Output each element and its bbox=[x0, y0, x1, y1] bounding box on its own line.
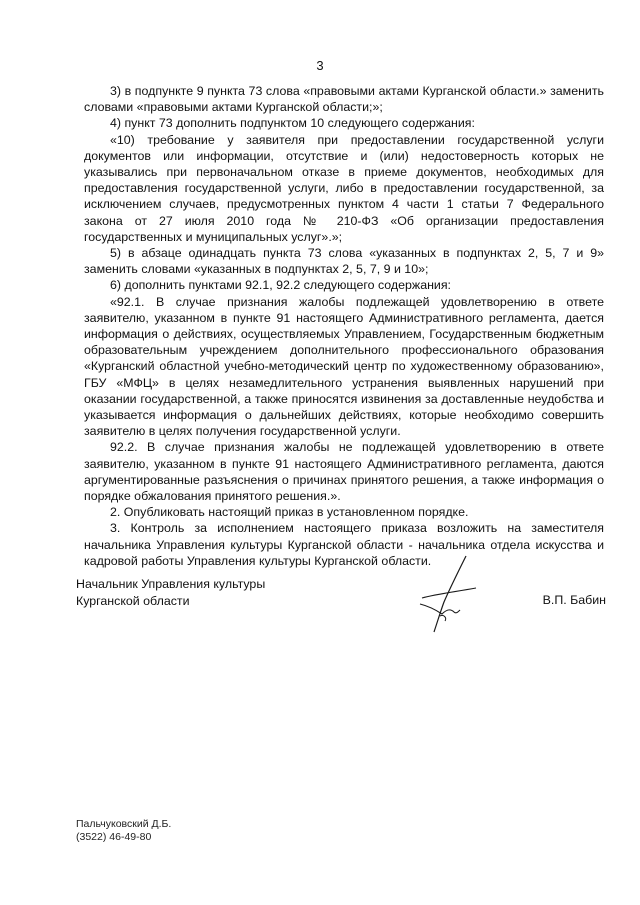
order-body bbox=[84, 83, 604, 569]
paragraph-publish: 2. Опубликовать настоящий приказ в установленном порядке. bbox=[110, 505, 469, 520]
signatory-title-line2: Курганской области bbox=[76, 594, 190, 608]
signature-block bbox=[76, 576, 606, 646]
paragraph-quote-10: «10) требование у заявителя при предоставлении государственной услуги документов или информации, отсутствие и (или) недостоверность которых не указывались при первоначальном отказе в приеме документов, необходимых для предоставления государственной услуги, либо в предоставлении государственной, за исключением случаев, предусмотренных пунктом 4 части 1 статьи 7 Федерального закона от 27 июля 2010 года № 210-ФЗ «Об организации предоставления государственных и муниципальных услуг».»; bbox=[84, 132, 604, 244]
page-number: 3 bbox=[316, 58, 324, 73]
executor-name: Пальчуковский Д.Б. bbox=[76, 818, 172, 830]
paragraph-92-1: «92.1. В случае признания жалобы подлежащей удовлетворению в ответе заявителю, указанном в пункте 91 настоящего Административного регламента, дается информация о действиях, осуществляемых Управлением, Государственным бюджетным образовательным учреждением дополнительного профессионального образования «Курганский областной учебно-методический центр по художественному образованию», ГБУ «МФЦ» в целях незамедлительного устранения выявленных нарушений при оказании государственной, а также приносятся извинения за доставленные неудобства и указывается информация о дальнейших действиях, которые необходимо совершить заявителю в целях получения государственной услуги. bbox=[84, 294, 604, 439]
signatory-title-line1: Начальник Управления культуры bbox=[76, 577, 266, 591]
paragraph-item-3: 3) в подпункте 9 пункта 73 слова «правовыми актами Курганской области.» заменить словами «правовыми актами Курганской области;»; bbox=[84, 84, 604, 115]
paragraph-control: 3. Контроль за исполнением настоящего приказа возложить на заместителя начальника Управления культуры Курганской области - начальника отдела искусства и кадровой работы Управления культуры Курганской области. bbox=[84, 521, 604, 568]
handwritten-signature-icon bbox=[414, 554, 484, 636]
paragraph-92-2: 92.2. В случае признания жалобы не подлежащей удовлетворению в ответе заявителю, указанном в пункте 91 настоящего Административного регламента, даются аргументированные разъяснения о причинах принятого решения, а также информация о порядке обжалования принятого решения.». bbox=[84, 440, 604, 504]
signatory-title bbox=[76, 576, 265, 610]
paragraph-item-5: 5) в абзаце одинадцать пункта 73 слова «указанных в подпунктах 2, 5, 7 и 9» заменить словами «указанных в подпунктах 2, 5, 7, 9 и 10»; bbox=[84, 246, 604, 277]
executor-info bbox=[76, 818, 171, 844]
executor-phone: (3522) 46-49-80 bbox=[76, 831, 152, 843]
signatory-name: В.П. Бабин bbox=[542, 593, 606, 607]
paragraph-item-4: 4) пункт 73 дополнить подпунктом 10 следующего содержания: bbox=[110, 116, 475, 131]
paragraph-item-6: 6) дополнить пунктами 92.1, 92.2 следующего содержания: bbox=[110, 278, 452, 293]
